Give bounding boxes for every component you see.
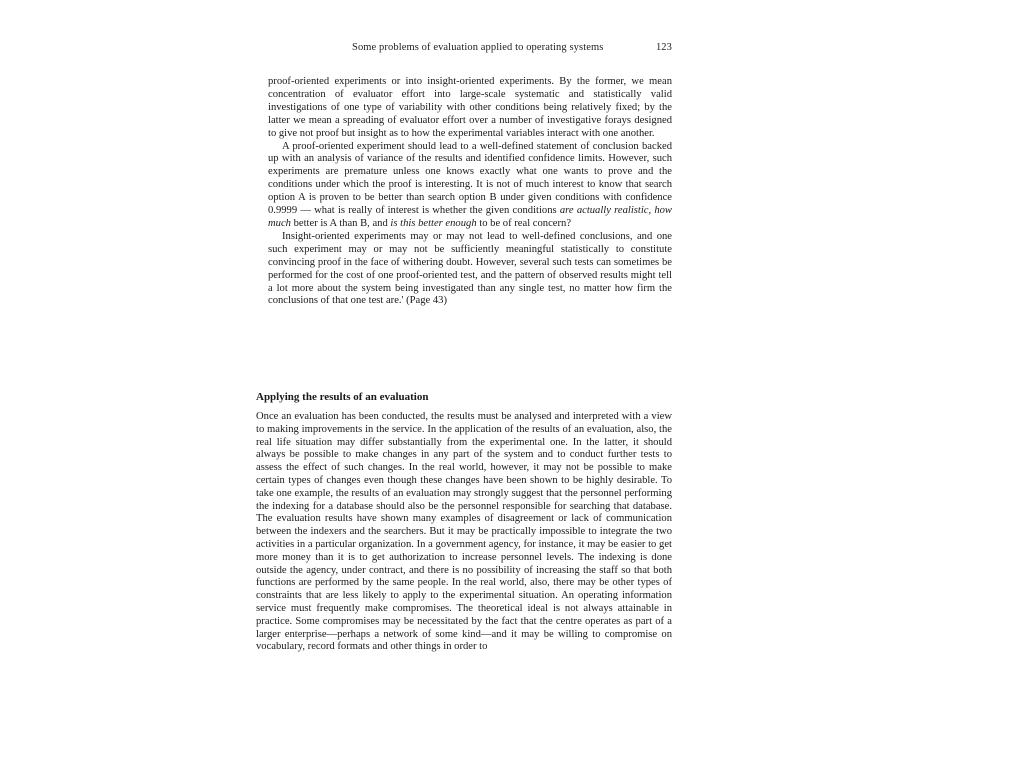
- section-heading: Applying the results of an evaluation: [256, 391, 429, 403]
- quote-paragraph-1: proof-oriented experiments or into insight-oriented experiments. By the former, we mean concentration of evaluator effort into large-scale systematic and statistically valid investigations of one type of variability with other conditions being relatively fixed; by the latter we mean a spreading of evaluator effort over a number of investigative forays designed to give not proof but insight as to how the experimental variables interact with one another.: [268, 76, 672, 139]
- quoted-passage: [268, 76, 672, 308]
- page-number: 123: [655, 42, 672, 53]
- body-paragraph: Once an evaluation has been conducted, the results must be analysed and interpreted with a view to making improvements in the service. In the application of the results of an evaluation, also, the real life situation may differ substantially from the experimental one. In the latter, it should always be possible to make changes in any part of the system and to conduct further tests to assess the effect of such changes. In the real world, however, it may not be possible to make certain types of changes even though these changes have been shown to be highly desirable. To take one example, the results of an evaluation may strongly suggest that the personnel performing the indexing for a database should also be the personnel responsible for searching that database. The evaluation results have shown many examples of disagreement or lack of communication between the indexers and the searchers. But it may be practically impossible to integrate the two activities in a particular organization. In a government agency, for instance, it may be easier to get more money than it is to get authorization to increase personnel levels. The indexing is done outside the agency, under contract, and there is no possibility of increasing the staff so that both functions are performed by the same people. In the real world, also, there may be other types of constraints that are less likely to apply to the experimental situation. An operating information service must frequently make compromises. The theoretical ideal is not always attainable in practice. Some compromises may be necessitated by the fact that the centre operates as part of a larger enterprise—perhaps a network of some kind—and it may be willing to compromise on vocabulary, record formats and other things in order to: [256, 411, 672, 653]
- running-head: [352, 42, 672, 53]
- quote-paragraph-3: Insight-oriented experiments may or may not lead to well-defined conclusions, and one such experiment may or may not be sufficiently meaningful statistically to constitute convincing proof in the face of withering doubt. However, several such tests can sometimes be performed for the cost of one proof-oriented test, and the pattern of observed results might tell a lot more about the system being investigated than any single test, no matter how firm the conclusions of that one test are.' (Page 43): [268, 230, 672, 307]
- running-head-title: Some problems of evaluation applied to operating systems: [352, 42, 604, 53]
- italic-phrase-better-enough: is this better enough: [390, 217, 477, 229]
- section-body: [256, 411, 672, 654]
- italic-phrase-realistic: are actually realistic, how much: [268, 205, 673, 229]
- quote-paragraph-2: A proof-oriented experiment should lead to a well-defined statement of conclusion backed up with an analysis of variance of the results and identified confidence limits. However, such experiments are premature unless one knows exactly what one wants to prove and the conditions under which the proof is interesting. It is not of much interest to know that search option A is proven to be better than search option B under given conditions with confidence 0.9999 — what is really of interest is whether the given conditions are actually realistic, how much better is A than B, and is this better enough to be of real concern?: [268, 140, 673, 229]
